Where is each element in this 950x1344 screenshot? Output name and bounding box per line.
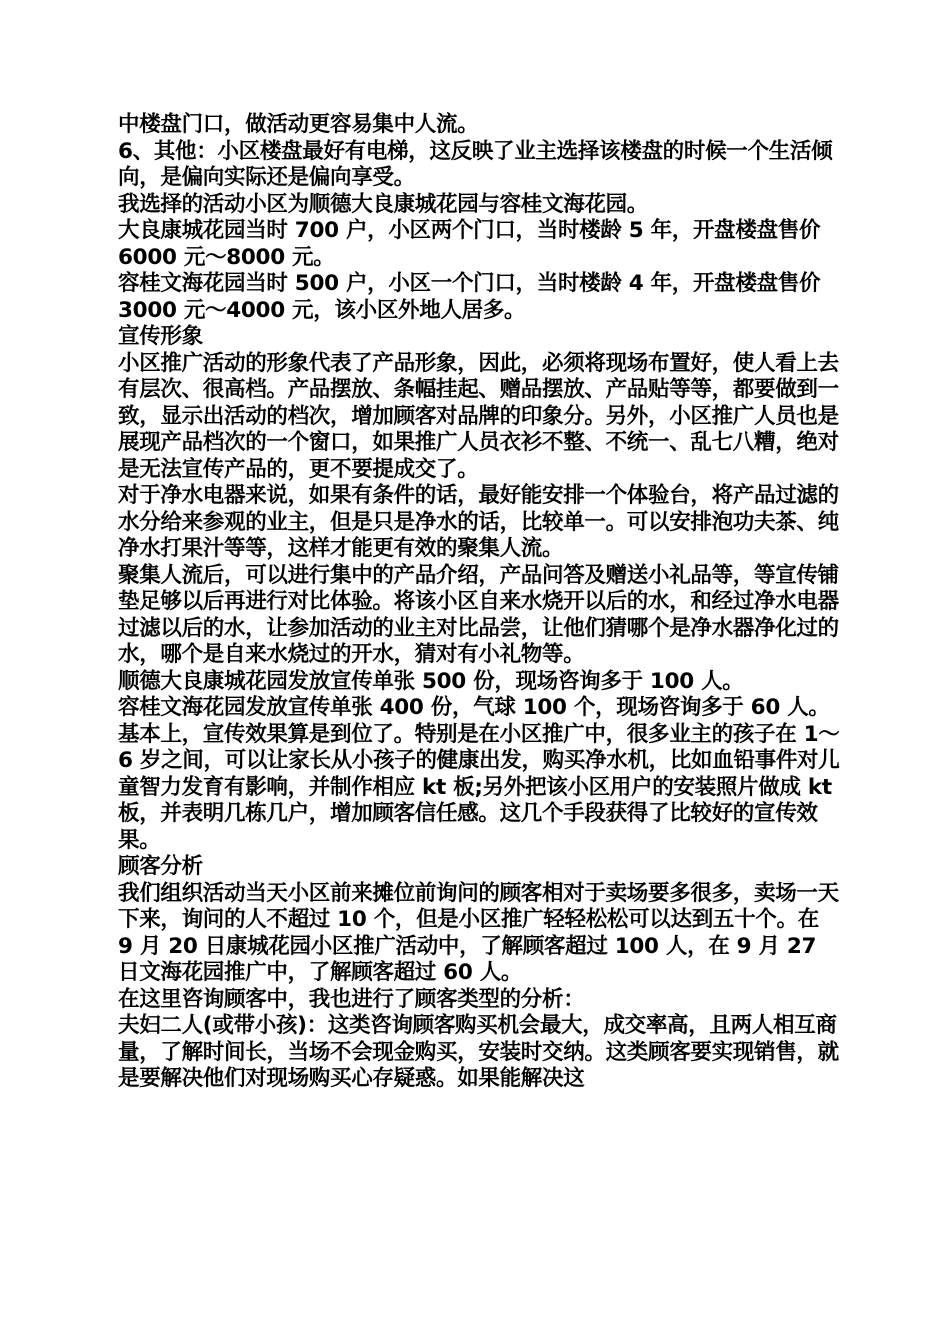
body-paragraph: 顺德大良康城花园发放宣传单张 500 份，现场咨询多于 100 人。 xyxy=(118,668,744,694)
body-paragraph: 中楼盘门口，做活动更容易集中人流。 xyxy=(118,112,479,137)
body-paragraph: 基本上，宣传效果算是到位了。特别是在小区推广中，很多业主的孩子在 1～6 岁之间，可以让家长从小孩子的健康出发，购买净水机，比如血铅事件对儿童智力发育有影响，并制作相应 kt 板;另外把该小区用户的安装照片做成 kt 板，并表明几栋几户，增加顾客信任感。这几个手段获得了比较好的宣传效果。 xyxy=(118,721,840,853)
section-heading-customer-analysis: 顾客分析 xyxy=(118,854,203,879)
body-paragraph: 容桂文海花园当时 500 户，小区一个门口，当时楼龄 4 年，开盘楼盘售价 3000 元～4000 元，该小区外地人居多。 xyxy=(118,271,821,323)
document-body xyxy=(118,112,840,1093)
body-paragraph: 小区推广活动的形象代表了产品形象，因此，必须将现场布置好，使人看上去有层次、很高档。产品摆放、条幅挂起、赠品摆放、产品贴等等，都要做到一致，显示出活动的档次，增加顾客对品牌的印象分。另外，小区推广人员也是展现产品档次的一个窗口，如果推广人员衣衫不整、不统一、乱七八糟，绝对是无法宣传产品的，更不要提成交了。 xyxy=(118,350,839,482)
body-paragraph: 容桂文海花园发放宣传单张 400 份，气球 100 个，现场咨询多于 60 人。 xyxy=(118,695,830,720)
body-paragraph: 我们组织活动当天小区前来摊位前询问的顾客相对于卖场要多很多，卖场一天下来，询问的人不超过 10 个，但是小区推广轻轻松松可以达到五十个。在 9 月 20 日康城花园小区推广活动中，了解顾客超过 100 人，在 9 月 27 日文海花园推广中，了解顾客超过 60 人。 xyxy=(118,880,839,985)
body-paragraph: 我选择的活动小区为顺德大良康城花园与容桂文海花园。 xyxy=(118,191,649,217)
body-paragraph: 大良康城花园当时 700 户，小区两个门口，当时楼龄 5 年，开盘楼盘售价 6000 元～8000 元。 xyxy=(118,218,821,270)
body-paragraph: 在这里咨询顾客中，我也进行了顾客类型的分析： xyxy=(118,986,585,1012)
body-paragraph: 对于净水电器来说，如果有条件的话，最好能安排一个体验台，将产品过滤的水分给来参观的业主，但是只是净水的话，比较单一。可以安排泡功夫茶、纯净水打果汁等等，这样才能更有效的聚集人流。 xyxy=(118,483,839,561)
body-paragraph: 夫妇二人(或带小孩)：这类咨询顾客购买机会最大，成交率高，且两人相互商量，了解时间长，当场不会现金购买，安装时交纳。这类顾客要实现销售，就是要解决他们对现场购买心存疑惑。如果能解决这 xyxy=(118,1013,839,1091)
body-paragraph: 聚集人流后，可以进行集中的产品介绍，产品问答及赠送小礼品等，等宣传铺垫足够以后再进行对比体验。将该小区自来水烧开以后的水，和经过净水电器过滤以后的水，让参加活动的业主对比品尝，让他们猜哪个是净水器净化过的水，哪个是自来水烧过的开水，猜对有小礼物等。 xyxy=(118,562,839,667)
list-item-other: 6、其他：小区楼盘最好有电梯，这反映了业主选择该楼盘的时候一个生活倾向，是偏向实际还是偏向享受。 xyxy=(118,138,833,190)
section-heading-publicity: 宣传形象 xyxy=(118,324,203,349)
